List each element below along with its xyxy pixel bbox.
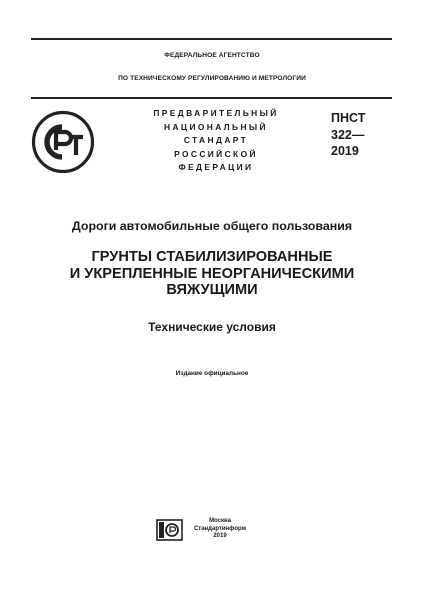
standard-number-code: 322— <box>331 127 365 142</box>
agency-line-2: ПО ТЕХНИЧЕСКОМУ РЕГУЛИРОВАНИЮ И МЕТРОЛОГИИ <box>118 75 306 82</box>
standard-number-year: 2019 <box>331 144 359 158</box>
publisher-year: 2019 <box>213 533 227 540</box>
gost-r-logo-icon <box>31 110 95 174</box>
title-line: И УКРЕПЛЕННЫЕ НЕОРГАНИЧЕСКИМИ <box>69 265 355 282</box>
publisher-name: Стандартинформ <box>193 525 247 532</box>
standard-number-prefix: ПНСТ <box>331 111 366 125</box>
document-title <box>40 249 384 299</box>
publisher-city: Москва <box>209 518 231 524</box>
standard-type <box>150 107 282 175</box>
standard-type-line: ПРЕДВАРИТЕЛЬНЫЙ <box>153 108 279 118</box>
agency-line-1: ФЕДЕРАЛЬНОЕ АГЕНТСТВО <box>164 52 260 59</box>
document-subject: Дороги автомобильные общего пользования <box>71 219 353 233</box>
standard-number <box>331 110 391 160</box>
standard-type-line: НАЦИОНАЛЬНЫЙ <box>164 121 268 132</box>
title-line: ВЯЖУЩИМИ <box>166 282 258 299</box>
publisher-logo-icon <box>156 519 183 541</box>
edition-note: Издание официальное <box>175 370 249 377</box>
standard-type-line: СТАНДАРТ <box>183 135 249 146</box>
publisher-imprint <box>190 518 250 541</box>
title-line: ГРУНТЫ СТАБИЛИЗИРОВАННЫЕ <box>91 249 333 265</box>
standard-type-line: РОССИЙСКОЙ <box>174 148 258 159</box>
top-divider <box>31 38 392 40</box>
document-subtitle: Технические условия <box>148 320 276 334</box>
standard-type-line: ФЕДЕРАЦИИ <box>178 162 254 173</box>
header-divider <box>31 97 392 99</box>
